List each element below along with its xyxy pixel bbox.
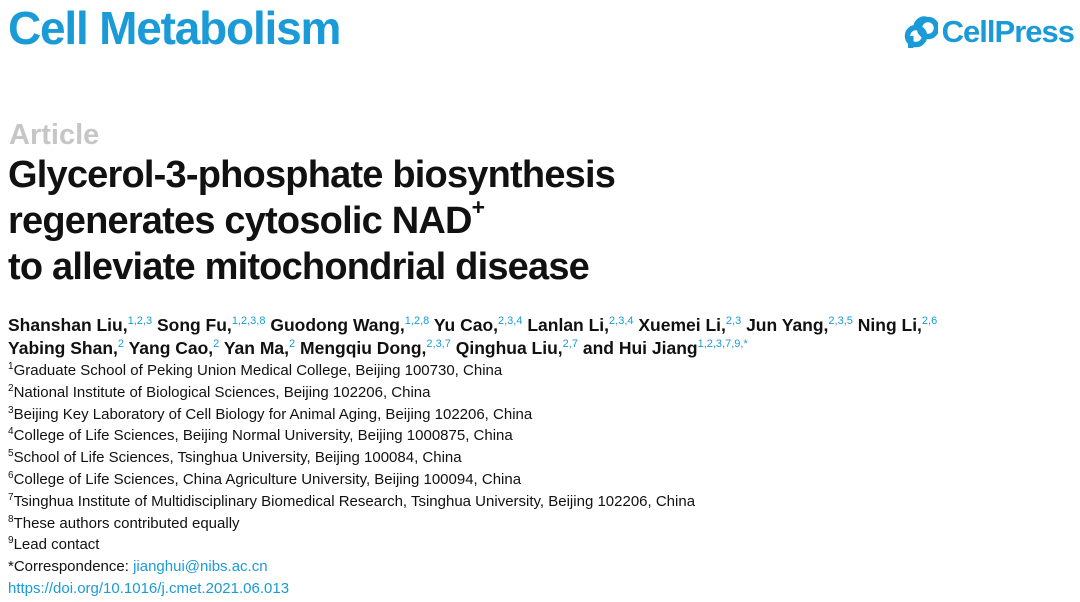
author-list: [8, 314, 1080, 360]
publisher-logo[interactable]: [904, 14, 1074, 50]
affiliation: $^9$Lead contact: [8, 535, 100, 554]
author: Ning Li,$^{2,6}$: [857, 315, 938, 335]
affiliation: $^6$College of Life Sciences, China Agriculture University, Beijing 100094, China: [8, 469, 522, 488]
author: Yang Cao,$^2$: [128, 338, 220, 358]
title-line-2-text: regenerates cytosolic NAD: [8, 200, 472, 242]
author: Yabing Shan,$^2$: [8, 338, 125, 358]
doi-link[interactable]: https://doi.org/10.1016/j.cmet.2021.06.013: [8, 579, 290, 597]
article-title: [8, 152, 615, 290]
cellpress-logo-icon: [904, 15, 938, 49]
correspondence: [8, 556, 695, 578]
correspondence-email-link[interactable]: jianghui@nibs.ac.cn: [133, 558, 268, 576]
author: and Hui Jiang$^{1,2,3,7,9,*}$: [582, 338, 748, 358]
author: Yan Ma,$^2$: [223, 338, 296, 358]
author-line-1: [8, 314, 1080, 337]
publisher-name: CellPress: [941, 14, 1074, 49]
article-type-label: Article: [9, 119, 100, 151]
author: Lanlan Li,$^{2,3,4}$: [527, 315, 634, 335]
author: Guodong Wang,$^{1,2,8}$: [270, 315, 430, 335]
title-line-1: Glycerol-3-phosphate biosynthesis: [8, 154, 616, 196]
author-line-2: [8, 337, 1080, 360]
author: Yu Cao,$^{2,3,4}$: [433, 315, 523, 335]
affiliation: $^8$These authors contributed equally: [8, 513, 240, 532]
affiliation: $^5$School of Life Sciences, Tsinghua University, Beijing 100084, China: [8, 448, 462, 467]
author: Jun Yang,$^{2,3,5}$: [746, 315, 853, 335]
title-superscript: +: [471, 194, 485, 221]
author: Song Fu,$^{1,2,3,8}$: [156, 315, 266, 335]
affiliation: $^3$Beijing Key Laboratory of Cell Biology for Animal Aging, Beijing 102206, China: [8, 404, 533, 423]
affiliation: $^1$Graduate School of Peking Union Medical College, Beijing 100730, China: [8, 361, 503, 379]
affiliation: $^2$National Institute of Biological Sciences, Beijing 102206, China: [8, 382, 431, 401]
affiliation-list: [8, 360, 695, 600]
title-line-3: to alleviate mitochondrial disease: [8, 246, 590, 288]
author: Mengqiu Dong,$^{2,3,7}$: [300, 338, 451, 358]
correspondence-prefix: *Correspondence:: [8, 558, 134, 576]
affiliation: $^7$Tsinghua Institute of Multidisciplinary Biomedical Research, Tsinghua University, Beijing 102206, China: [8, 491, 696, 510]
affiliation: $^4$College of Life Sciences, Beijing Normal University, Beijing 1000875, China: [8, 426, 513, 445]
author: Xuemei Li,$^{2,3}$: [638, 315, 742, 335]
journal-title: Cell Metabolism: [8, 2, 341, 54]
author: Qinghua Liu,$^{2,7}$: [455, 338, 578, 358]
author: Shanshan Liu,$^{1,2,3}$: [8, 315, 153, 335]
title-line-2: [8, 194, 615, 244]
